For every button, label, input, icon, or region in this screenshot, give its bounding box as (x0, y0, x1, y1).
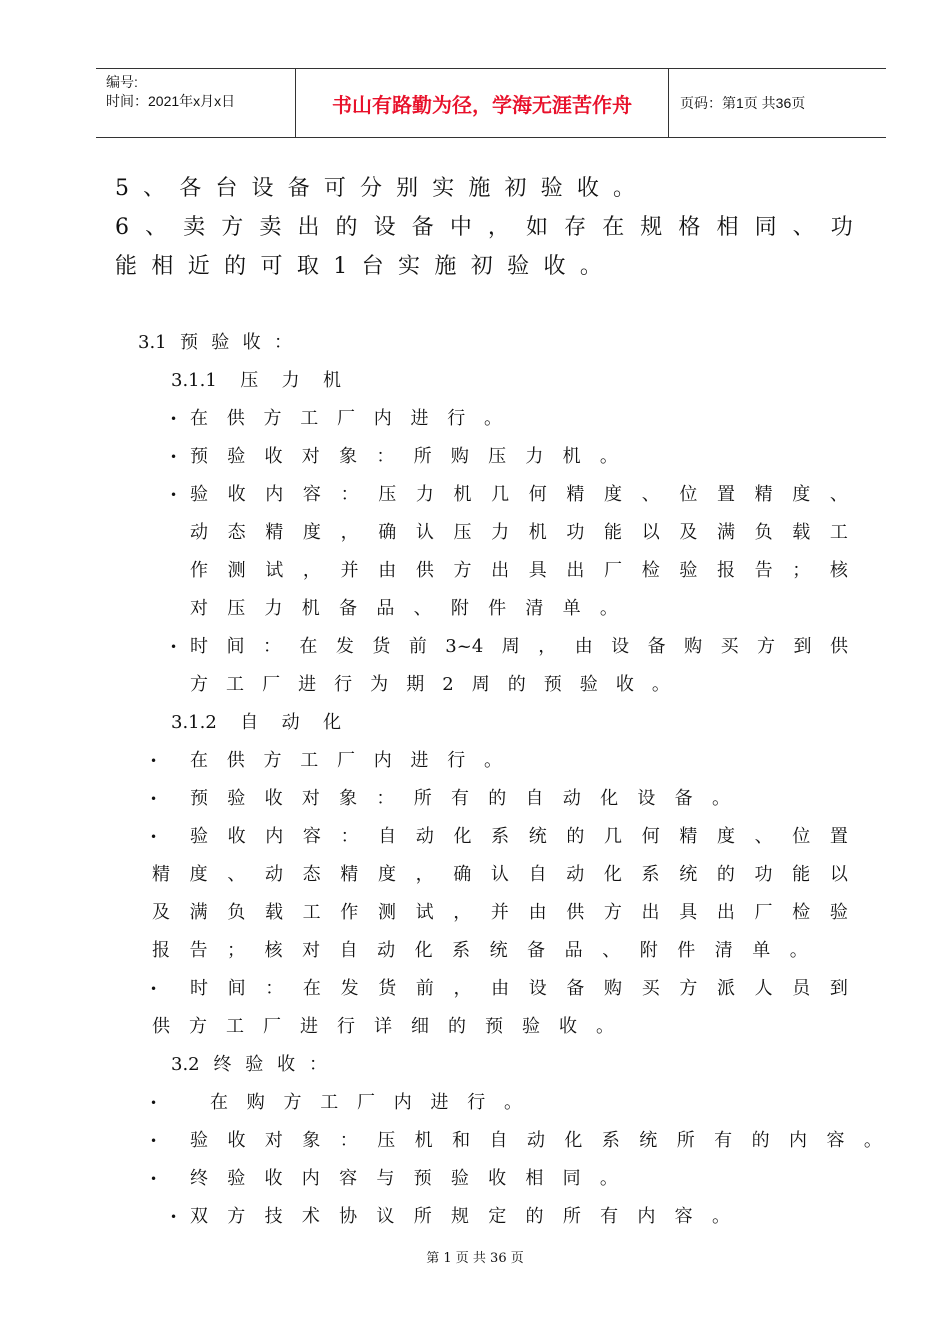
text-line: 报 告 ； 核 对 自 动 化 系 统 备 品 、 附 件 清 单 。 (152, 940, 808, 961)
text-line: 对 压 力 机 备 品 、 附 件 清 单 。 (190, 598, 618, 619)
bullet: • (150, 792, 158, 806)
text-line: 验 收 内 容 ： 自 动 化 系 统 的 几 何 精 度 、 位 置 (190, 826, 848, 847)
text-line: 精 度 、 动 态 精 度 ， 确 认 自 动 化 系 统 的 功 能 以 (152, 864, 848, 885)
text-line: 动 态 精 度 ， 确 认 压 力 机 功 能 以 及 满 负 载 工 (190, 522, 848, 543)
text-line: 终 验 收 内 容 与 预 验 收 相 同 。 (190, 1168, 618, 1189)
text-line: 时 间 ： 在 发 货 前 3~4 周 ， 由 设 备 购 买 方 到 供 (190, 636, 848, 657)
bullet: • (170, 450, 178, 464)
bullet: • (150, 1096, 158, 1110)
section-3-1-1-heading: 3.1.1 压 力 机 (171, 370, 341, 391)
text-line: 预 验 收 对 象 ： 所 购 压 力 机 。 (190, 446, 618, 467)
item-6-line-1: 6 、 卖 方 卖 出 的 设 备 中 ， 如 存 在 规 格 相 同 、 功 (115, 215, 853, 240)
text-line: 在 供 方 工 厂 内 进 行 。 (190, 750, 502, 771)
bullet: • (170, 1210, 178, 1224)
bullet: • (150, 1134, 158, 1148)
number-label: 编号: (106, 74, 138, 90)
text-line: 供 方 工 厂 进 行 详 细 的 预 验 收 。 (152, 1016, 614, 1037)
text-line: 验 收 对 象 ： 压 机 和 自 动 化 系 统 所 有 的 内 容 。 (190, 1130, 882, 1151)
text-line: 双 方 技 术 协 议 所 规 定 的 所 有 内 容 。 (190, 1206, 730, 1227)
header-meta-cell (96, 69, 296, 137)
header-table (96, 68, 886, 138)
page-info: 页码：第1页 共36页 (680, 95, 806, 111)
text-line: 方 工 厂 进 行 为 期 2 周 的 预 验 收 。 (190, 674, 670, 695)
motto: 书山有路勤为径，学海无涯苦作舟 (296, 69, 669, 137)
item-6-line-2: 能 相 近 的 可 取 1 台 实 施 初 验 收 。 (115, 254, 602, 279)
bullet: • (170, 640, 178, 654)
bullet: • (170, 412, 178, 426)
text-line: 预 验 收 对 象 ： 所 有 的 自 动 化 设 备 。 (190, 788, 730, 809)
item-5-line: 5 、 各 台 设 备 可 分 别 实 施 初 验 收 。 (115, 176, 635, 201)
text-line: 验 收 内 容 ： 压 力 机 几 何 精 度 、 位 置 精 度 、 (190, 484, 848, 505)
bullet: • (150, 982, 158, 996)
bullet: • (170, 488, 178, 502)
text-line: 及 满 负 载 工 作 测 试 ， 并 由 供 方 出 具 出 厂 检 验 (152, 902, 848, 923)
text-line: 在 供 方 工 厂 内 进 行 。 (190, 408, 502, 429)
bullet: • (150, 1172, 158, 1186)
page-footer: 第 1 页 共 36 页 (426, 1251, 524, 1266)
time-label: 时间：2021年x月x日 (106, 93, 236, 109)
text-line: 时 间 ： 在 发 货 前 ， 由 设 备 购 买 方 派 人 员 到 (190, 978, 848, 999)
text-line: 作 测 试 ， 并 由 供 方 出 具 出 厂 检 验 报 告 ； 核 (190, 560, 848, 581)
section-3-2-heading: 3.2 终 验 收 ： (171, 1054, 327, 1075)
section-3-1-heading: 3.1 预 验 收 ： (138, 332, 292, 353)
section-3-1-2-heading: 3.1.2 自 动 化 (171, 712, 341, 733)
text-line: 在 购 方 工 厂 内 进 行 。 (210, 1092, 522, 1113)
bullet: • (150, 754, 158, 768)
bullet: • (150, 830, 158, 844)
